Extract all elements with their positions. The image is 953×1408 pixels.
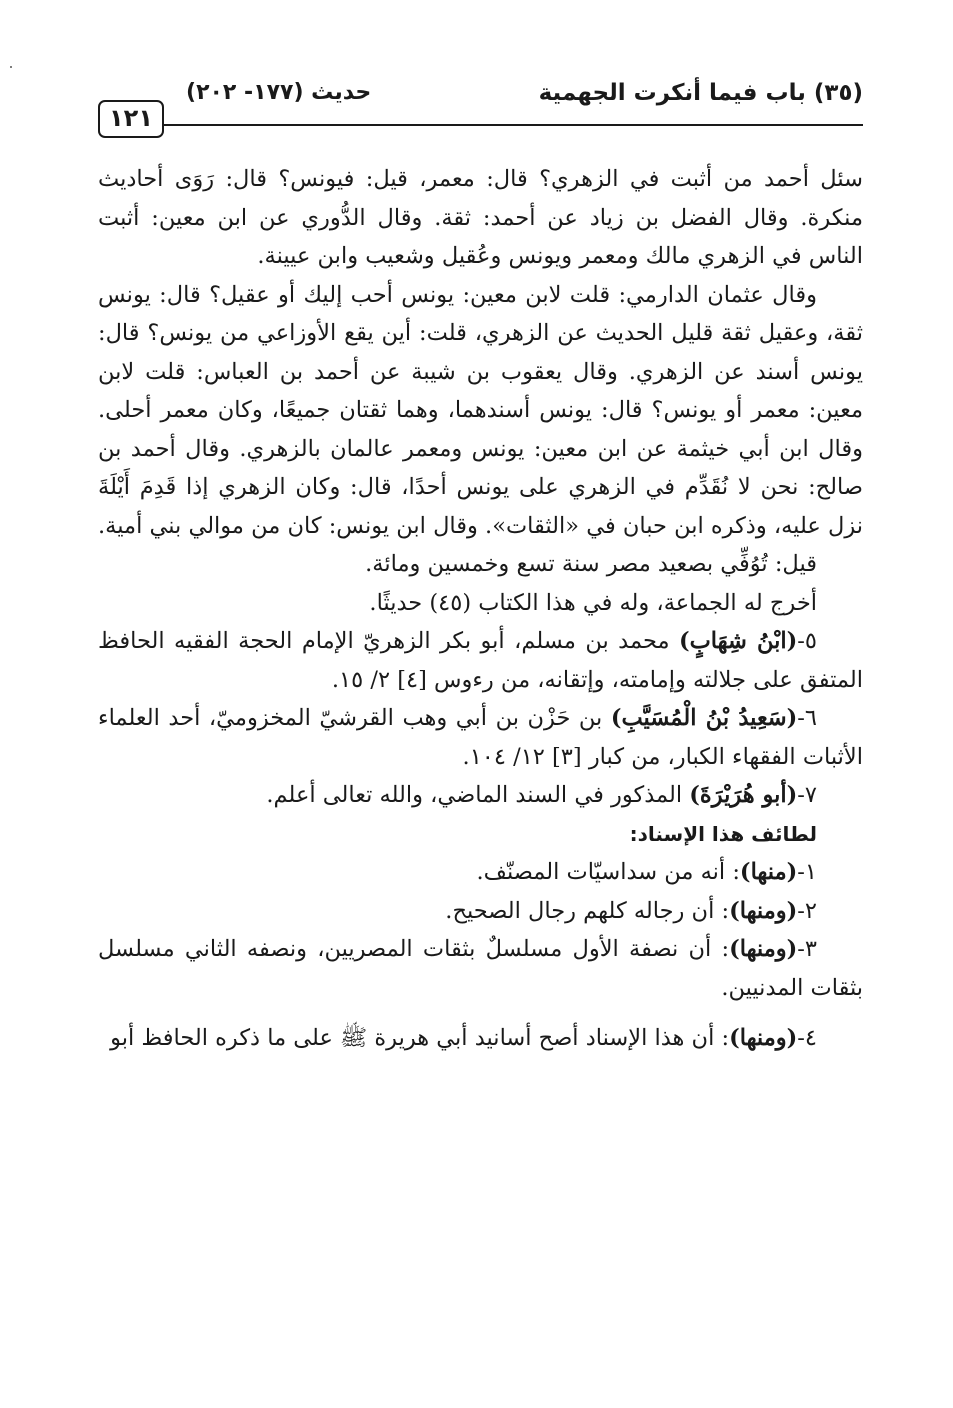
subtlety-text: : أن هذا الإسناد أصح أسانيد أبي هريرة ﷺ على ما ذكره الحافظ أبو [110, 1025, 730, 1051]
narrator-entry-5 [98, 622, 863, 699]
header-rule [98, 124, 863, 126]
paragraph-death-note: قيل: تُوُفِّي بصعيد مصر سنة تسع وخمسين ومائة. [365, 551, 817, 577]
narrator-name: (سَعِيدُ بْنُ الْمُسَيَّبِ) [610, 705, 798, 731]
header-chapter-title: (٣٥) باب فيما أنكرت الجهمية [538, 80, 863, 106]
subtlety-item-1 [98, 853, 863, 892]
subtlety-item-2 [98, 892, 863, 931]
paragraph-darimi-opinion: وقال عثمان الدارمي: قلت لابن معين: يونس أحب إليك أو عقيل؟ قال: يونس ثقة، وعقيل ثقة قليل الحديث عن الزهري، قلت: أين يقع الأوزاعي من يونس؟ قال: يونس أسند عن الزهري. وقال يعقوب بن شيبة عن أحمد بن العباس: قلت لابن معين: معمر أو يونس؟ قال: يونس أسندهما، وهما ثقتان جميعًا، وكان معمر أحلى. وقال ابن أبي خيثمة عن ابن معين: يونس ومعمر عالمان بالزهري. وقال أحمد بن صالح: نحن لا نُقَدِّم في الزهري على يونس أحدًا، قال: وكان الزهري إذا قَدِمَ أَيْلَةَ نزل عليه، وذكره ابن حبان في «الثقات». وقال ابن يونس: كان من موالي بني أمية. [98, 281, 863, 539]
page-header [98, 76, 863, 130]
subtlety-item-3 [98, 930, 863, 1007]
narrator-name: (ابْنُ شِهَابٍ) [678, 628, 798, 654]
subtlety-number: ٣- [797, 936, 817, 962]
narrator-entry-6 [98, 699, 863, 776]
subtleties-heading: لطائف هذا الإسناد: [629, 821, 817, 846]
subtlety-number: ٢- [797, 897, 817, 924]
narrator-description: المذكور في السند الماضي، والله تعالى أعلم. [266, 782, 690, 808]
subtlety-text: : أن رجاله كلهم رجال الصحيح. [445, 897, 730, 924]
subtlety-item-4 [98, 1019, 863, 1058]
narrator-description: بن حَزْن بن أبي وهب القرشيّ المخزوميّ، أحد العلماء الأثبات الفقهاء الكبار، من كبار [٣] ١٢/ ١٠٤. [98, 705, 863, 770]
narrator-name: (أبو هُرَيْرَةَ) [689, 782, 798, 808]
header-hadith-range: حديث (١٧٧- ٢٠٢) [186, 80, 372, 105]
narrator-number: ٧- [797, 782, 817, 808]
narrator-entry-7 [98, 776, 863, 815]
narrator-number: ٥- [797, 628, 817, 654]
paragraph-ahmad-opinion: سئل أحمد من أثبت في الزهري؟ قال: معمر، قيل: فيونس؟ قال: رَوَى أحاديث منكرة. وقال الفضل بن زياد عن أحمد: ثقة. وقال الدُّوري عن ابن معين: أثبت الناس في الزهري مالك ومعمر ويونس وعُقيل وشعيب وابن عيينة. [98, 166, 863, 269]
subtlety-tag: (ومنها) [729, 936, 798, 962]
subtlety-number: ٤- [797, 1025, 817, 1051]
subtlety-tag: (ومنها) [729, 1025, 798, 1051]
subtlety-tag: (منها) [739, 859, 798, 885]
narrator-description: محمد بن مسلم، أبو بكر الزهريّ الإمام الحجة الفقيه الحافظ المتفق على جلالته وإمامته، وإتقانه، من رءوس [٤] ٢/ ١٥. [98, 628, 863, 693]
page-body [98, 160, 863, 1058]
paragraph-hadith-count: أخرج له الجماعة، وله في هذا الكتاب (٤٥) حديثًا. [369, 589, 817, 616]
page-number: ١٢١ [98, 100, 164, 138]
subtlety-tag: (ومنها) [729, 897, 798, 924]
subtlety-text: : أنه من سداسيّات المصنّف. [476, 859, 740, 885]
subtlety-number: ١- [797, 859, 817, 885]
scan-speck [10, 66, 12, 68]
subtlety-text: : أن نصفة الأول مسلسلٌ بثقات المصريين، ونصفه الثاني مسلسل بثقات المدنيين. [98, 936, 863, 1001]
narrator-number: ٦- [797, 705, 817, 731]
